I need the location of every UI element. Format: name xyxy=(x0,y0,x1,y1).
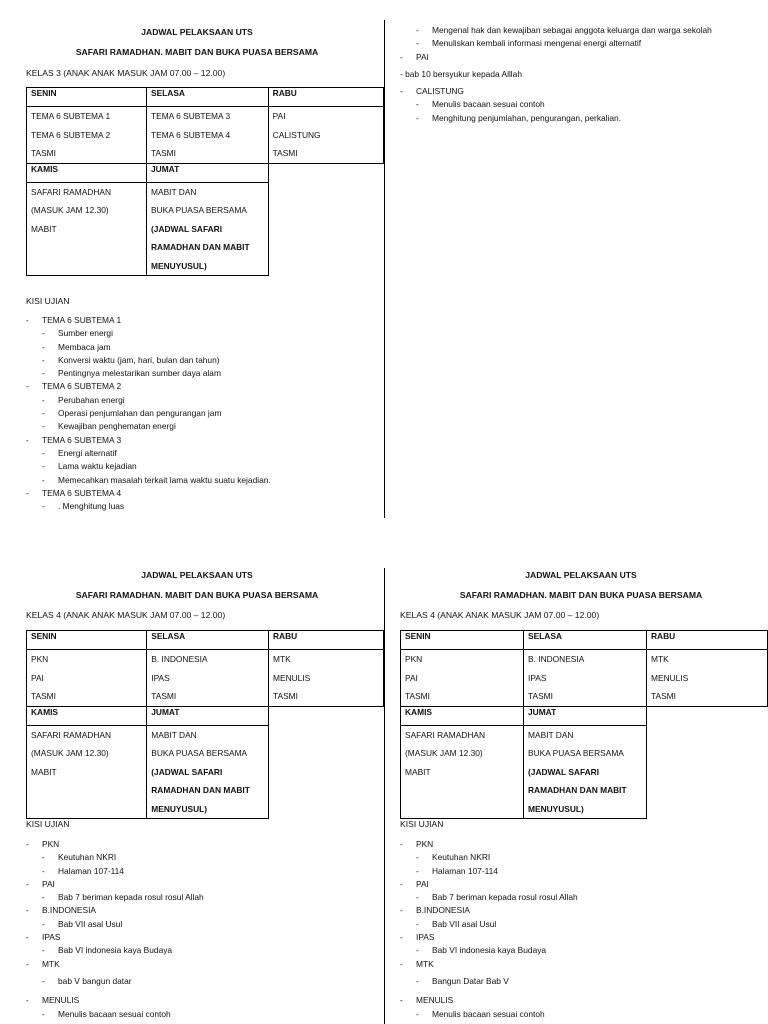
schedule-cell-selasa xyxy=(524,650,647,707)
schedule-header-jumat: JUMAT xyxy=(147,163,269,182)
list-item-text: Menulis bacaan sesuai contoh xyxy=(432,99,545,110)
list-item-text: IPAS xyxy=(416,932,435,943)
list-item-text: Menghitung penjumlahan, pengurangan, perkalian. xyxy=(432,112,622,123)
list-item xyxy=(400,851,760,864)
list-item xyxy=(400,958,760,971)
bullet-dash: - xyxy=(400,958,403,969)
list-item xyxy=(26,838,376,851)
list-item xyxy=(400,891,760,904)
list-item-text: B.INDONESIA xyxy=(42,905,96,916)
list-item xyxy=(400,98,760,111)
schedule-item: TASMI xyxy=(151,148,176,158)
schedule-note: (JADWAL SAFARI xyxy=(528,766,600,777)
bullet-dash: - xyxy=(400,932,403,943)
list-item-text: Membaca jam xyxy=(58,341,111,352)
kelas-3-continuation xyxy=(400,24,768,224)
class-info: KELAS 3 (ANAK ANAK MASUK JAM 07.00 – 12.00) xyxy=(26,68,226,78)
list-item-text: bab V bangun datar xyxy=(58,975,132,986)
bullet-dash: - xyxy=(400,51,403,62)
bullet-dash: - xyxy=(42,408,45,419)
schedule-item: SAFARI RAMADHAN xyxy=(405,729,486,740)
list-item xyxy=(26,958,376,971)
schedule-item: MABIT DAN xyxy=(151,186,197,197)
bullet-dash: - xyxy=(416,99,419,110)
schedule-note: RAMADHAN DAN MABIT xyxy=(151,785,250,795)
list-item xyxy=(26,447,376,460)
schedule-cell-jumat xyxy=(147,725,269,819)
schedule-cell-senin xyxy=(27,650,147,707)
list-item xyxy=(400,85,760,98)
list-item xyxy=(26,994,376,1007)
schedule-item: BUKA PUASA BERSAMA xyxy=(528,748,624,758)
bullet-dash: - xyxy=(400,995,403,1006)
schedule-item: TEMA 6 SUBTEMA 1 xyxy=(31,111,111,121)
continuation-list xyxy=(400,24,760,125)
bullet-dash: - xyxy=(42,501,45,512)
schedule-item: TASMI xyxy=(528,691,553,701)
bullet-dash: - xyxy=(26,905,29,916)
list-item xyxy=(26,354,376,367)
kisi-ujian-list xyxy=(26,314,376,513)
list-item xyxy=(400,878,760,891)
schedule-item: PKN xyxy=(31,654,49,664)
schedule-header-jumat: JUMAT xyxy=(147,706,269,725)
bullet-dash: - xyxy=(26,315,29,325)
list-item xyxy=(400,918,760,931)
schedule-note: MENUYUSUL) xyxy=(151,803,208,814)
list-item-text: Kewajiban penghematan energi xyxy=(58,421,176,432)
bullet-dash: - xyxy=(26,995,29,1006)
kelas-4-page-right xyxy=(384,548,768,1024)
list-item xyxy=(26,341,376,354)
schedule-header-selasa: SELASA xyxy=(147,631,269,650)
list-item-text: Memecahkan masalah terkait lama waktu suatu kejadian. xyxy=(58,474,271,485)
schedule-item: TEMA 6 SUBTEMA 4 xyxy=(151,129,231,140)
list-item-text: Bab VII asal Usul xyxy=(58,918,123,929)
schedule-header-rabu: RABU xyxy=(269,631,384,650)
schedule-item: BUKA PUASA BERSAMA xyxy=(151,205,247,215)
list-item-text: Bab 7 beriman kepada rosul rosul Allah xyxy=(432,892,578,903)
bullet-dash: - xyxy=(42,461,45,472)
schedule-note: RAMADHAN DAN MABIT xyxy=(528,785,627,795)
list-item xyxy=(26,327,376,340)
bullet-dash: - xyxy=(416,38,419,49)
schedule-header-rabu: RABU xyxy=(268,88,383,107)
list-item-text: Bab VI indonesia kaya Budaya xyxy=(432,945,547,956)
schedule-item: TASMI xyxy=(272,148,298,158)
schedule-item: TASMI xyxy=(651,691,676,701)
list-item xyxy=(26,487,376,500)
schedule-item: IPAS xyxy=(528,672,547,683)
list-item xyxy=(400,994,760,1007)
schedule-header-jumat: JUMAT xyxy=(524,706,647,725)
schedule-item: (MASUK JAM 12.30) xyxy=(405,748,483,758)
list-item xyxy=(26,500,376,513)
list-item-text: Bab VI indonesia kaya Budaya xyxy=(58,945,173,956)
schedule-header-rabu: RABU xyxy=(647,631,768,650)
schedule-item: PAI xyxy=(272,111,286,121)
list-item-text: Konversi waktu (jam, hari, bulan dan tahun) xyxy=(58,354,220,365)
list-item xyxy=(26,904,376,917)
schedule-table xyxy=(26,87,384,276)
schedule-header-senin: SENIN xyxy=(27,88,147,107)
list-item xyxy=(26,314,376,327)
column-divider-top xyxy=(384,20,385,518)
list-item-text: Bab 7 beriman kepada rosul rosul Allah xyxy=(58,892,204,903)
list-item-text: MENULIS xyxy=(42,995,80,1006)
list-item xyxy=(26,380,376,393)
list-item-text: Operasi penjumlahan dan pengurangan jam xyxy=(58,408,222,419)
list-item-text: Perubahan energi xyxy=(58,394,125,405)
schedule-header-senin: SENIN xyxy=(401,631,524,650)
list-item xyxy=(26,394,376,407)
schedule-item: SAFARI RAMADHAN xyxy=(31,186,112,197)
schedule-cell-jumat xyxy=(524,725,647,819)
schedule-cell-rabu xyxy=(268,107,383,164)
list-item-text: Pentingnya melestarikan sumber daya alam xyxy=(58,368,221,379)
page-subtitle: SAFARI RAMADHAN. MABIT DAN BUKA PUASA BERSAMA xyxy=(75,47,319,57)
list-item xyxy=(400,51,760,64)
list-item-text: Menuliskan kembali informasi mengenai energi alternatif xyxy=(432,38,642,49)
schedule-header-selasa: SELASA xyxy=(147,88,269,107)
bullet-dash: - xyxy=(416,25,419,35)
schedule-item: CALISTUNG xyxy=(272,129,321,140)
list-item-text: Halaman 107-114 xyxy=(58,865,124,876)
schedule-item: (MASUK JAM 12.30) xyxy=(31,205,109,215)
class-info: KELAS 4 (ANAK ANAK MASUK JAM 07.00 – 12.00) xyxy=(26,610,226,620)
schedule-item: MABIT xyxy=(405,766,431,777)
schedule-header-senin: SENIN xyxy=(27,631,147,650)
list-item-text: Keutuhan NKRI xyxy=(432,852,491,863)
bullet-dash: - xyxy=(416,112,419,123)
bullet-dash: - xyxy=(26,381,29,392)
schedule-header-kamis: KAMIS xyxy=(401,706,524,725)
list-item-text: Halaman 107-114 xyxy=(432,865,498,876)
bullet-dash: - xyxy=(416,975,419,986)
schedule-item: TASMI xyxy=(31,148,56,158)
schedule-cell-senin xyxy=(27,107,147,164)
list-item xyxy=(26,931,376,944)
schedule-item: MENULIS xyxy=(273,672,311,683)
schedule-cell-kamis xyxy=(27,725,147,819)
schedule-item: MTK xyxy=(651,654,669,664)
list-item-text: MTK xyxy=(416,958,434,969)
list-item-text: PKN xyxy=(416,839,434,849)
schedule-note: (JADWAL SAFARI xyxy=(151,766,223,777)
list-item xyxy=(26,407,376,420)
page-title: JADWAL PELAKSAAN UTS xyxy=(141,570,253,580)
bullet-dash: - xyxy=(400,905,403,916)
schedule-note: RAMADHAN DAN MABIT xyxy=(151,242,250,252)
list-item-text: - bab 10 bersyukur kepada Alllah xyxy=(400,68,522,79)
list-item xyxy=(26,865,376,878)
bullet-dash: - xyxy=(42,1008,45,1019)
bullet-dash: - xyxy=(42,852,45,863)
bullet-dash: - xyxy=(26,932,29,943)
schedule-table xyxy=(26,630,384,819)
schedule-item: MABIT DAN xyxy=(528,729,574,740)
schedule-item: IPAS xyxy=(151,672,170,683)
kisi-ujian-list xyxy=(400,838,760,1021)
bullet-dash: - xyxy=(416,865,419,876)
schedule-item: TASMI xyxy=(151,691,177,701)
kisi-ujian-heading: KISI UJIAN xyxy=(400,819,444,829)
schedule-table xyxy=(400,630,768,819)
kelas-3-page xyxy=(0,0,384,520)
kelas-4-page-left xyxy=(0,548,384,1024)
schedule-note: MENUYUSUL) xyxy=(528,803,584,814)
list-item-text: Sumber energi xyxy=(58,328,113,339)
list-item xyxy=(26,460,376,473)
schedule-cell-selasa xyxy=(147,650,269,707)
bullet-dash: - xyxy=(400,86,403,97)
list-item xyxy=(26,944,376,957)
page-title: JADWAL PELAKSAAN UTS xyxy=(525,570,637,580)
bullet-dash: - xyxy=(42,394,45,405)
list-item xyxy=(26,918,376,931)
list-item-text: TEMA 6 SUBTEMA 2 xyxy=(42,381,122,392)
list-item-text: CALISTUNG xyxy=(416,86,464,97)
list-item-text: Energi alternatif xyxy=(58,447,117,458)
list-item xyxy=(26,1008,376,1021)
bullet-dash: - xyxy=(416,852,419,863)
page-subtitle: SAFARI RAMADHAN. MABIT DAN BUKA PUASA BERSAMA xyxy=(459,590,703,600)
bullet-dash: - xyxy=(42,368,45,379)
bullet-dash: - xyxy=(400,878,403,889)
list-item-text: IPAS xyxy=(42,932,61,943)
list-item xyxy=(400,37,760,50)
schedule-header-selasa: SELASA xyxy=(524,631,647,650)
list-item xyxy=(400,944,760,957)
list-item-text: Menulis bacaan sesuai contoh xyxy=(58,1008,171,1019)
schedule-item: B. INDONESIA xyxy=(151,654,208,664)
bullet-dash: - xyxy=(42,975,45,986)
list-item-text: MTK xyxy=(42,958,60,969)
list-item xyxy=(26,975,376,988)
schedule-cell-kamis xyxy=(27,182,147,276)
bullet-dash: - xyxy=(400,839,403,849)
schedule-cell-rabu xyxy=(269,650,384,707)
schedule-cell-kamis xyxy=(401,725,524,819)
bullet-dash: - xyxy=(42,892,45,903)
kisi-ujian-heading: KISI UJIAN xyxy=(26,296,70,306)
schedule-cell-selasa xyxy=(147,107,269,164)
schedule-note: (JADWAL SAFARI xyxy=(151,223,223,234)
list-item-text: Bab VII asal Usul xyxy=(432,918,497,929)
list-item-text: PAI xyxy=(416,878,429,889)
schedule-item: TASMI xyxy=(405,691,430,701)
schedule-item: MABIT xyxy=(31,766,57,777)
list-item-text: Lama waktu kejadian xyxy=(58,461,137,472)
list-item xyxy=(400,931,760,944)
list-item xyxy=(26,474,376,487)
schedule-item: TEMA 6 SUBTEMA 3 xyxy=(151,111,231,121)
list-item xyxy=(26,851,376,864)
bullet-dash: - xyxy=(26,839,29,849)
list-item-text: MENULIS xyxy=(416,995,454,1006)
bullet-dash: - xyxy=(42,865,45,876)
list-item-text: B.INDONESIA xyxy=(416,905,470,916)
bullet-dash: - xyxy=(42,421,45,432)
page-title: JADWAL PELAKSAAN UTS xyxy=(141,27,253,37)
bullet-dash: - xyxy=(416,918,419,929)
list-item-text: . Menghitung luas xyxy=(58,501,125,512)
bullet-dash: - xyxy=(26,487,29,498)
schedule-cell-jumat xyxy=(147,182,269,276)
list-item-text: Bangun Datar Bab V xyxy=(432,975,509,986)
bullet-dash: - xyxy=(26,958,29,969)
bullet-dash: - xyxy=(416,892,419,903)
schedule-item: PKN xyxy=(405,654,423,664)
schedule-header-kamis: KAMIS xyxy=(27,706,147,725)
bullet-dash: - xyxy=(42,341,45,352)
list-item xyxy=(26,891,376,904)
list-item-text: PKN xyxy=(42,839,60,849)
schedule-item: MABIT xyxy=(31,223,57,234)
schedule-item: MTK xyxy=(273,654,291,664)
bullet-dash: - xyxy=(42,474,45,485)
schedule-item: SAFARI RAMADHAN xyxy=(31,729,112,740)
list-item-text: TEMA 6 SUBTEMA 1 xyxy=(42,315,122,325)
list-item-text: Mengenal hak dan kewajiban sebagai anggota keluarga dan warga sekolah xyxy=(432,25,712,35)
list-item xyxy=(400,975,760,988)
schedule-item: PAI xyxy=(405,672,418,683)
list-item xyxy=(26,434,376,447)
list-item xyxy=(400,904,760,917)
list-item xyxy=(26,878,376,891)
schedule-item: (MASUK JAM 12.30) xyxy=(31,748,109,758)
schedule-item: TASMI xyxy=(31,691,56,701)
list-item xyxy=(400,24,760,37)
bullet-dash: - xyxy=(26,878,29,889)
bullet-dash: - xyxy=(26,434,29,445)
bullet-dash: - xyxy=(42,354,45,365)
list-item xyxy=(26,420,376,433)
schedule-item: PAI xyxy=(31,672,44,683)
schedule-cell-rabu xyxy=(647,650,768,707)
bullet-dash: - xyxy=(42,328,45,339)
list-item-text: PAI xyxy=(42,878,55,889)
bullet-dash: - xyxy=(42,918,45,929)
bullet-dash: - xyxy=(416,945,419,956)
class-info: KELAS 4 (ANAK ANAK MASUK JAM 07.00 – 12.00) xyxy=(400,610,600,620)
list-item xyxy=(26,367,376,380)
bullet-dash: - xyxy=(416,1008,419,1019)
kisi-ujian-heading: KISI UJIAN xyxy=(26,819,70,829)
list-item-text: TEMA 6 SUBTEMA 4 xyxy=(42,487,122,498)
schedule-item: B. INDONESIA xyxy=(528,654,585,664)
list-item xyxy=(400,68,760,81)
schedule-note: MENUYUSUL) xyxy=(151,260,207,271)
schedule-header-kamis: KAMIS xyxy=(27,163,147,182)
list-item-text: PAI xyxy=(416,51,429,62)
list-item xyxy=(400,838,760,851)
list-item xyxy=(400,865,760,878)
schedule-item: BUKA PUASA BERSAMA xyxy=(151,748,248,758)
bullet-dash: - xyxy=(42,447,45,458)
bullet-dash: - xyxy=(42,945,45,956)
schedule-item: MABIT DAN xyxy=(151,729,197,740)
page-subtitle: SAFARI RAMADHAN. MABIT DAN BUKA PUASA BERSAMA xyxy=(75,590,319,600)
kisi-ujian-list xyxy=(26,838,376,1021)
list-item xyxy=(400,112,760,125)
list-item-text: TEMA 6 SUBTEMA 3 xyxy=(42,434,122,445)
schedule-cell-senin xyxy=(401,650,524,707)
list-item-text: Menulis bacaan sesuai contoh xyxy=(432,1008,545,1019)
schedule-item: TEMA 6 SUBTEMA 2 xyxy=(31,129,111,140)
list-item-text: Keutuhan NKRI xyxy=(58,852,117,863)
schedule-item: TASMI xyxy=(273,691,298,701)
list-item xyxy=(400,1008,760,1021)
schedule-item: MENULIS xyxy=(651,672,689,683)
